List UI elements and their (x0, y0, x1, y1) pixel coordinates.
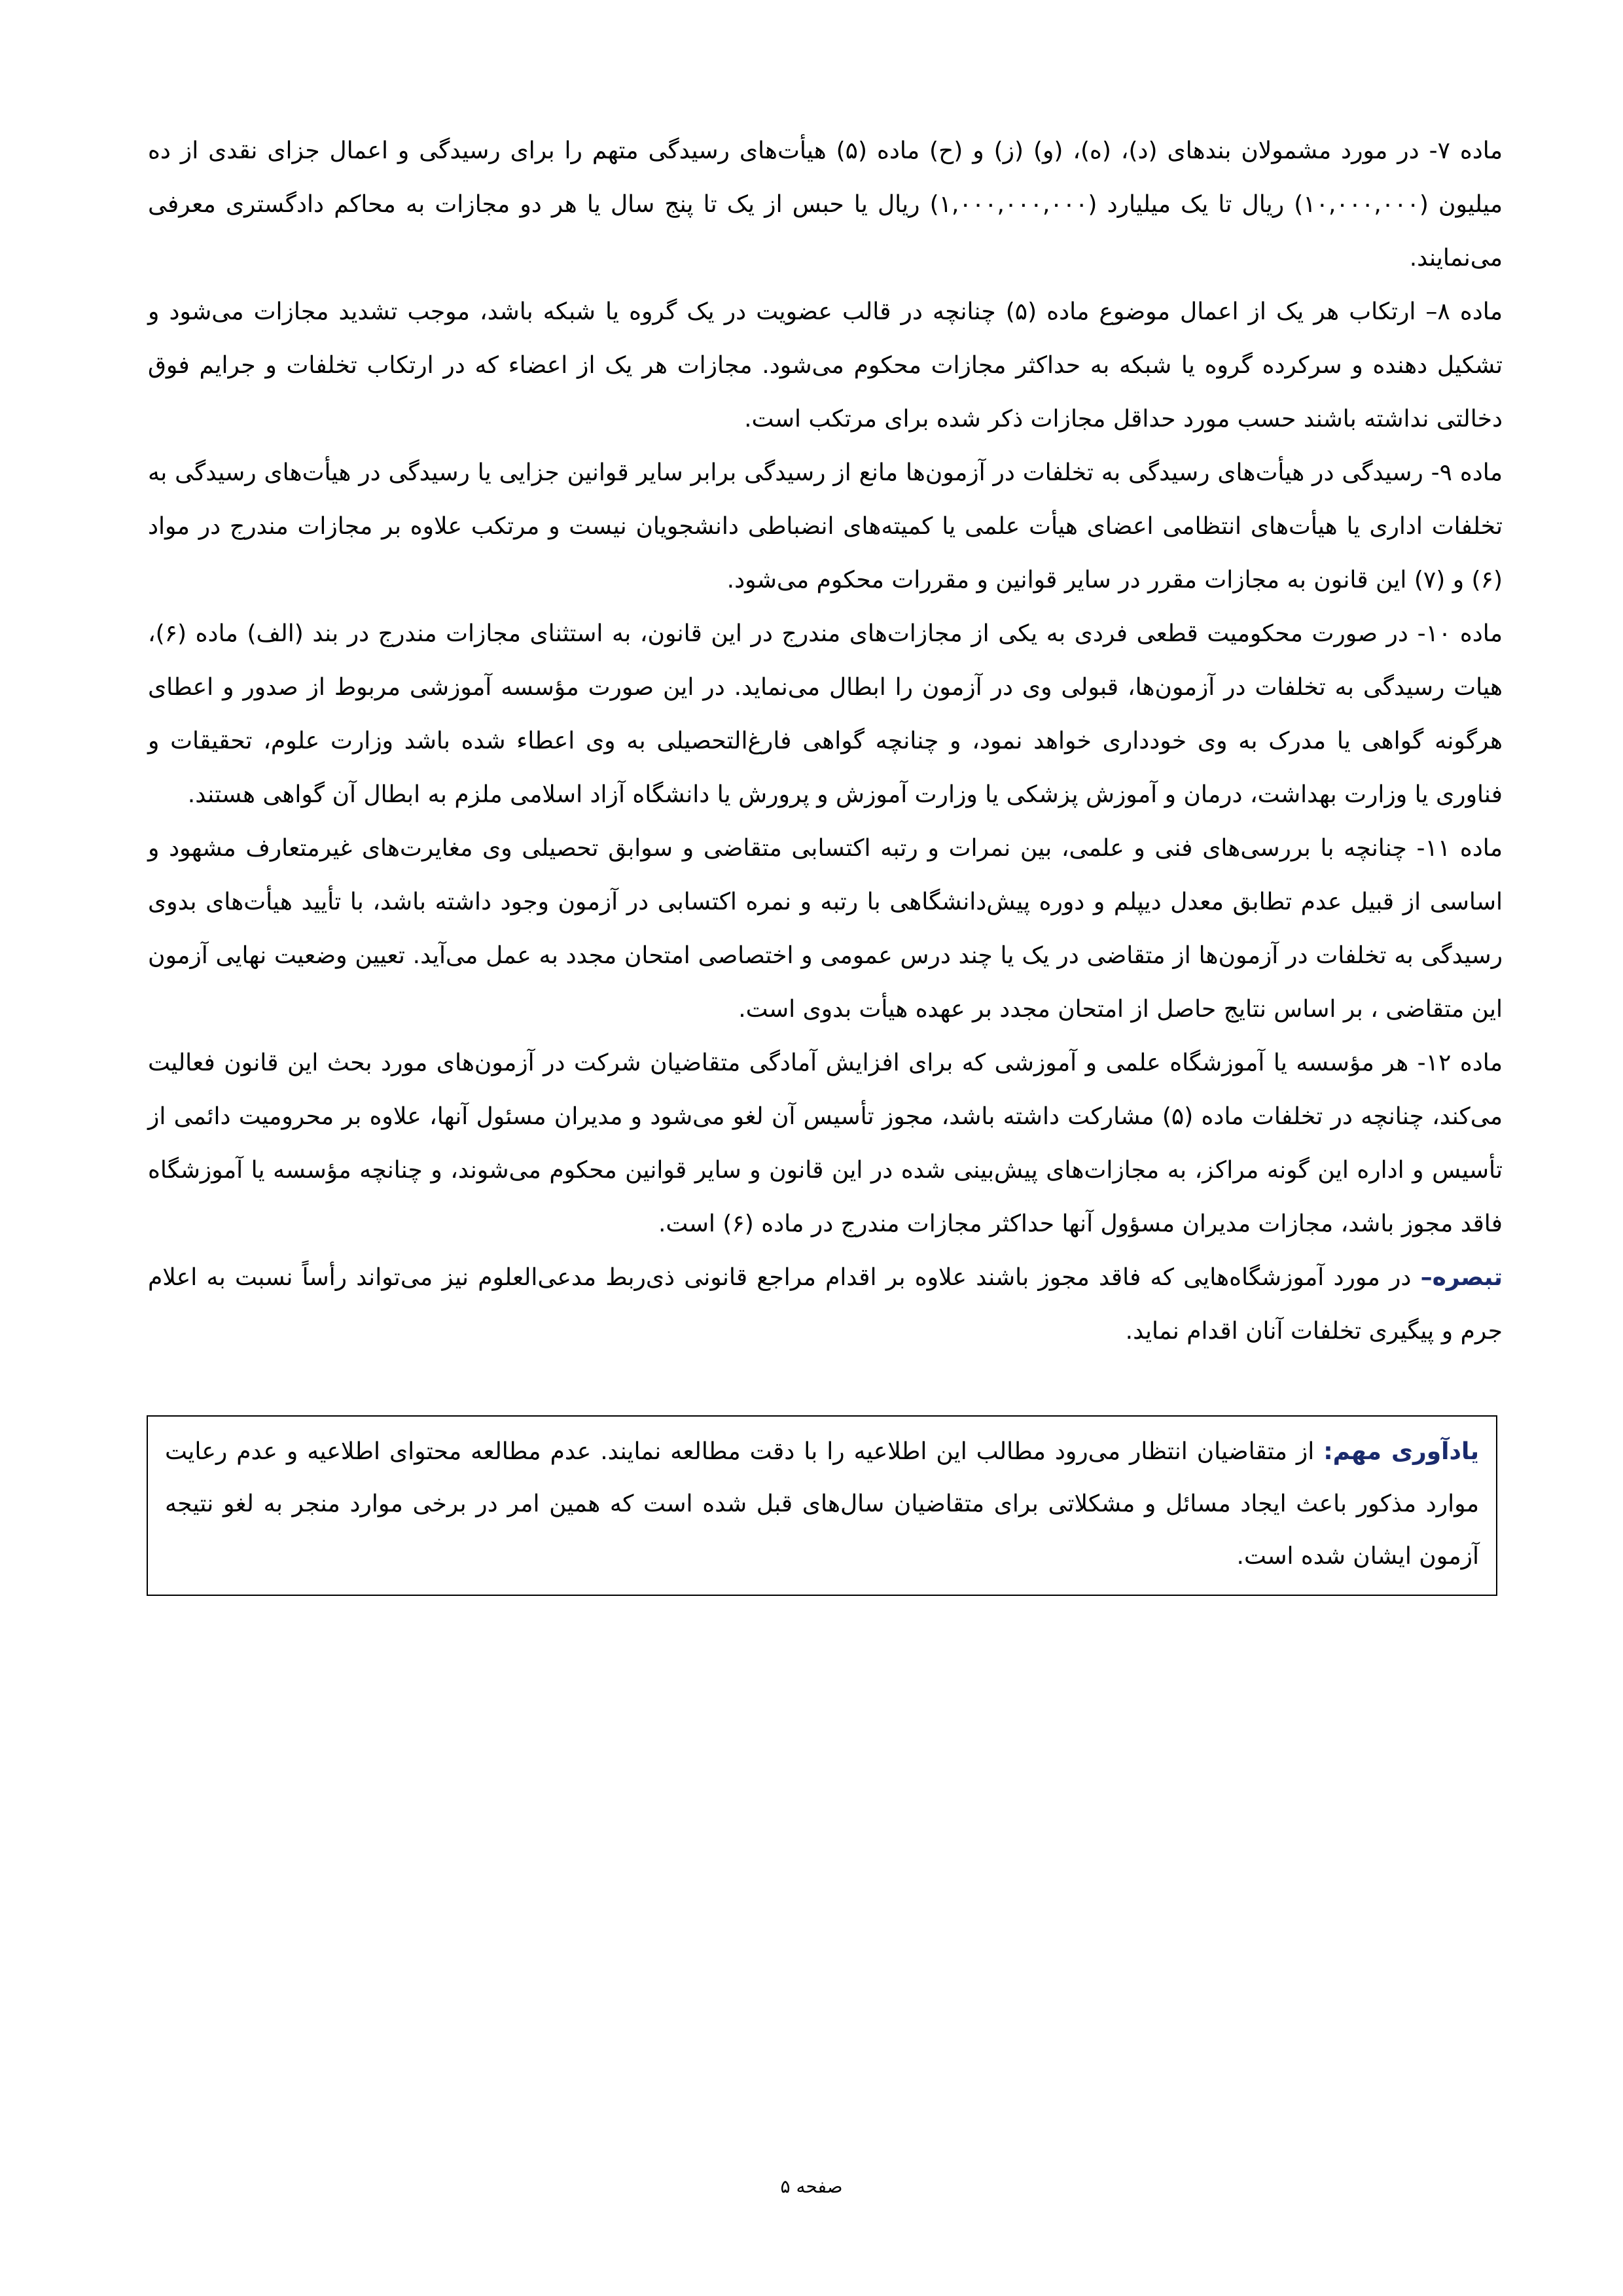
article-12: ماده ۱۲- هر مؤسسه یا آموزشگاه علمی و آموزشی که برای افزایش آمادگی متقاضیان شرکت در آزمون‌های مورد بحث این قانون فعالیت می‌کند، چنانچه در تخلفات ماده (۵) مشارکت داشته باشد، مجوز تأسیس آن لغو می‌شود و مدیران مسئول آنها، علاوه بر محرومیت دائمی از تأسیس و اداره این گونه مراکز، به مجازات‌های پیش‌بینی شده در این قانون و سایر قوانین محکوم می‌شوند، و چنانچه مؤسسه یا آموزشگاه فاقد مجوز باشد، مجازات مدیران مسؤول آنها حداکثر مجازات مندرج در ماده (۶) است. (148, 1050, 1503, 1237)
article-7: ماده ۷- در مورد مشمولان بندهای (د)، (ه)، (و) (ز) و (ح) ماده (۵) هیأت‌های رسیدگی متهم را برای رسیدگی و اعمال جزای نقدی از ده میلیون (۱۰,۰۰۰,۰۰۰) ریال تا یک میلیارد (۱,۰۰۰,۰۰۰,۰۰۰) ریال یا حبس از یک تا پنج سال یا هر دو مجازات به محاکم دادگستری معرفی می‌نمایند. (148, 137, 1503, 272)
notice-text: از متقاضیان انتظار می‌رود مطالب این اطلاعیه را با دقت مطالعه نمایند. عدم مطالعه محتوای اطلاعیه و عدم رعایت موارد مذکور باعث ایجاد مسائل و مشکلاتی برای متقاضیان سال‌های قبل شده است که همین امر در برخی موارد منجر به لغو نتیجه آزمون ایشان شده است. (165, 1438, 1479, 1570)
important-notice-box (147, 1415, 1497, 1596)
article-8: ماده ۸– ارتکاب هر یک از اعمال موضوع ماده (۵) چنانچه در قالب عضویت در یک گروه یا شبکه باشد، موجب تشدید مجازات می‌شود و تشکیل دهنده و سرکرده گروه یا شبکه به حداکثر مجازات محکوم می‌شود. مجازات هر یک از اعضاء که در ارتکاب تخلفات و جرایم فوق دخالتی نداشته باشند حسب مورد حداقل مجازات ذکر شده برای مرتکب است. (148, 298, 1503, 433)
note-paragraph (148, 1251, 1503, 1358)
note-text: در مورد آموزشگاه‌هایی که فاقد مجوز باشند علاوه بر اقدام مراجع قانونی ذی‌ربط مدعی‌العلوم نیز می‌تواند رأساً نسبت به اعلام جرم و پیگیری تخلفات آنان اقدام نماید. (148, 1264, 1503, 1345)
article-9: ماده ۹- رسیدگی در هیأت‌های رسیدگی به تخلفات در آزمون‌ها مانع از رسیدگی برابر سایر قوانین جزایی یا رسیدگی در هیأت‌های رسیدگی به تخلفات اداری یا هیأت‌های انتظامی اعضای هیأت علمی یا کمیته‌های انضباطی دانشجویان نیست و مرتکب علاوه بر مجازات مندرج در مواد (۶) و (۷) این قانون به مجازات مقرر در سایر قوانین و مقررات محکوم می‌شود. (148, 459, 1503, 593)
page-number: صفحه ۵ (780, 2176, 843, 2197)
article-10: ماده ۱۰- در صورت محکومیت قطعی فردی به یکی از مجازات‌های مندرج در این قانون، به استثنای مجازات مندرج در بند (الف) ماده (۶)، هیات رسیدگی به تخلفات در آزمون‌ها، قبولی وی در آزمون را ابطال می‌نماید. در این صورت مؤسسه آموزشی مربوط از صدور و اعطای هرگونه گواهی یا مدرک به وی خودداری خواهد نمود، و چنانچه گواهی فارغ‌التحصیلی به وی اعطاء شده باشد وزارت علوم، تحقیقات و فناوری یا وزارت بهداشت، درمان و آموزش پزشکی یا وزارت آموزش و پرورش یا دانشگاه آزاد اسلامی ملزم به ابطال آن گواهی هستند. (148, 620, 1503, 808)
article-11: ماده ۱۱- چنانچه با بررسی‌های فنی و علمی، بین نمرات و رتبه اکتسابی متقاضی و سوابق تحصیلی وی مغایرت‌های غیرمتعارف مشهود و اساسی از قبیل عدم تطابق معدل دیپلم و دوره پیش‌دانشگاهی با رتبه و نمره اکتسابی در آزمون وجود داشته باشد، با تأیید هیأت‌های بدوی رسیدگی به تخلفات در آزمون‌ها از متقاضی در یک یا چند درس عمومی و اختصاصی امتحان مجدد به عمل می‌آید. تعیین وضعیت نهایی آزمون این متقاضی ، بر اساس نتایج حاصل از امتحان مجدد بر عهده هیأت بدوی است. (148, 835, 1503, 1023)
note-title: تبصره– (1420, 1264, 1503, 1291)
notice-title: یادآوری مهم: (1323, 1438, 1479, 1465)
notice-paragraph (165, 1426, 1479, 1583)
document-body (148, 124, 1503, 1358)
